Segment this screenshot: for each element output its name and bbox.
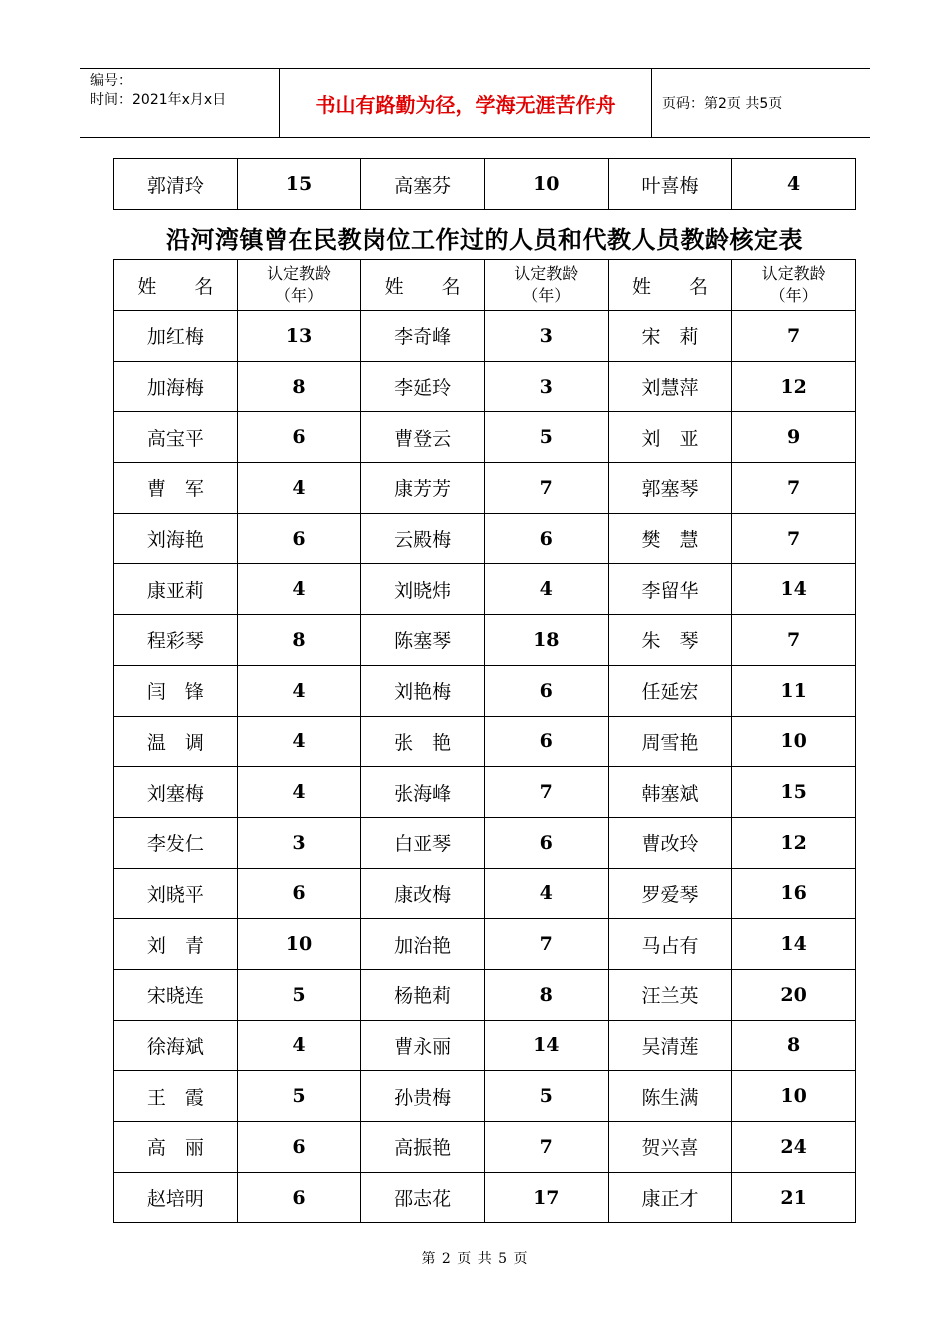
name-cell: 邵志花 xyxy=(361,1172,485,1223)
table-row xyxy=(114,513,856,564)
name-cell: 李留华 xyxy=(608,564,732,615)
name-cell: 赵培明 xyxy=(114,1172,238,1223)
age-cell: 12 xyxy=(732,361,856,412)
age-cell: 10 xyxy=(732,1071,856,1122)
name-cell: 刘晓炜 xyxy=(361,564,485,615)
age-cell: 7 xyxy=(732,513,856,564)
name-cell: 李延玲 xyxy=(361,361,485,412)
name-cell: 徐海斌 xyxy=(114,1020,238,1071)
age-cell: 7 xyxy=(484,767,608,818)
name-cell: 康亚莉 xyxy=(114,564,238,615)
age-cell: 17 xyxy=(484,1172,608,1223)
name-header: 姓 名 xyxy=(608,260,732,311)
age-header xyxy=(732,260,856,311)
name-cell: 程彩琴 xyxy=(114,615,238,666)
age-cell: 16 xyxy=(732,868,856,919)
name-cell: 张 艳 xyxy=(361,716,485,767)
age-cell: 7 xyxy=(732,615,856,666)
age-cell: 20 xyxy=(732,969,856,1020)
page-footer: 第 2 页 共 5 页 xyxy=(421,1251,529,1267)
name-cell: 朱 琴 xyxy=(608,615,732,666)
age-cell: 6 xyxy=(484,513,608,564)
name-cell: 汪兰英 xyxy=(608,969,732,1020)
age-cell: 14 xyxy=(484,1020,608,1071)
age-cell: 15 xyxy=(732,767,856,818)
name-cell: 王 霞 xyxy=(114,1071,238,1122)
age-cell: 10 xyxy=(732,716,856,767)
serial-label: 编号： xyxy=(90,73,132,89)
time-label: 时间：2021年x月x日 xyxy=(90,92,227,108)
header-meta xyxy=(80,69,280,137)
age-cell: 13 xyxy=(237,311,361,362)
name-cell: 高宝平 xyxy=(114,412,238,463)
age-cell: 5 xyxy=(484,412,608,463)
age-cell: 6 xyxy=(237,1122,361,1173)
name-cell: 马占有 xyxy=(608,919,732,970)
continuation-table xyxy=(113,158,856,210)
name-cell: 陈生满 xyxy=(608,1071,732,1122)
table-row xyxy=(114,361,856,412)
name-cell: 韩塞斌 xyxy=(608,767,732,818)
age-header-line2: （年） xyxy=(769,286,818,305)
name-cell: 刘慧萍 xyxy=(608,361,732,412)
name-cell: 郭清玲 xyxy=(114,159,238,210)
name-cell: 李发仁 xyxy=(114,817,238,868)
age-cell: 15 xyxy=(237,159,361,210)
name-cell: 刘晓平 xyxy=(114,868,238,919)
name-cell: 吴清莲 xyxy=(608,1020,732,1071)
age-cell: 7 xyxy=(484,463,608,514)
age-cell: 4 xyxy=(732,159,856,210)
name-cell: 曹 军 xyxy=(114,463,238,514)
name-cell: 刘海艳 xyxy=(114,513,238,564)
age-cell: 3 xyxy=(484,311,608,362)
age-cell: 4 xyxy=(484,564,608,615)
name-cell: 杨艳莉 xyxy=(361,969,485,1020)
table-title: 沿河湾镇曾在民教岗位工作过的人员和代教人员教龄核定表 xyxy=(166,225,803,254)
table-row xyxy=(114,1071,856,1122)
name-cell: 樊 慧 xyxy=(608,513,732,564)
age-cell: 6 xyxy=(484,817,608,868)
name-cell: 闫 锋 xyxy=(114,665,238,716)
name-cell: 刘 亚 xyxy=(608,412,732,463)
table-row xyxy=(114,1122,856,1173)
name-cell: 任延宏 xyxy=(608,665,732,716)
age-cell: 6 xyxy=(237,1172,361,1223)
name-cell: 康正才 xyxy=(608,1172,732,1223)
name-cell: 高塞芬 xyxy=(361,159,485,210)
age-cell: 6 xyxy=(484,716,608,767)
age-cell: 18 xyxy=(484,615,608,666)
age-cell: 8 xyxy=(484,969,608,1020)
age-cell: 6 xyxy=(237,513,361,564)
age-header-line1: 认定教龄 xyxy=(514,264,579,283)
table-row xyxy=(114,1020,856,1071)
age-cell: 6 xyxy=(237,868,361,919)
name-cell: 加红梅 xyxy=(114,311,238,362)
name-cell: 曹永丽 xyxy=(361,1020,485,1071)
age-cell: 7 xyxy=(732,311,856,362)
name-cell: 加海梅 xyxy=(114,361,238,412)
age-cell: 9 xyxy=(732,412,856,463)
name-cell: 康改梅 xyxy=(361,868,485,919)
table-row xyxy=(114,615,856,666)
table-row xyxy=(114,463,856,514)
age-cell: 4 xyxy=(237,564,361,615)
age-cell: 4 xyxy=(237,665,361,716)
table-row xyxy=(114,969,856,1020)
name-cell: 云殿梅 xyxy=(361,513,485,564)
age-cell: 12 xyxy=(732,817,856,868)
age-cell: 7 xyxy=(484,1122,608,1173)
age-cell: 5 xyxy=(237,1071,361,1122)
name-cell: 曹登云 xyxy=(361,412,485,463)
table-row xyxy=(114,665,856,716)
age-header-line2: （年） xyxy=(522,286,571,305)
age-cell: 11 xyxy=(732,665,856,716)
table-row xyxy=(114,767,856,818)
age-cell: 5 xyxy=(484,1071,608,1122)
age-cell: 8 xyxy=(237,361,361,412)
name-cell: 陈塞琴 xyxy=(361,615,485,666)
name-cell: 李奇峰 xyxy=(361,311,485,362)
name-cell: 罗爱琴 xyxy=(608,868,732,919)
age-cell: 14 xyxy=(732,919,856,970)
name-cell: 宋 莉 xyxy=(608,311,732,362)
age-cell: 4 xyxy=(237,716,361,767)
name-cell: 刘 青 xyxy=(114,919,238,970)
name-cell: 刘艳梅 xyxy=(361,665,485,716)
age-cell: 4 xyxy=(484,868,608,919)
page-header xyxy=(80,68,870,138)
age-cell: 7 xyxy=(732,463,856,514)
table-row xyxy=(114,564,856,615)
age-cell: 5 xyxy=(237,969,361,1020)
age-cell: 10 xyxy=(237,919,361,970)
age-header xyxy=(484,260,608,311)
table-row xyxy=(114,716,856,767)
name-cell: 康芳芳 xyxy=(361,463,485,514)
name-cell: 张海峰 xyxy=(361,767,485,818)
table-row xyxy=(114,868,856,919)
name-cell: 曹改玲 xyxy=(608,817,732,868)
age-header-line1: 认定教龄 xyxy=(266,264,331,283)
age-cell: 10 xyxy=(484,159,608,210)
name-cell: 加治艳 xyxy=(361,919,485,970)
age-cell: 8 xyxy=(732,1020,856,1071)
name-cell: 贺兴喜 xyxy=(608,1122,732,1173)
age-cell: 3 xyxy=(484,361,608,412)
age-cell: 14 xyxy=(732,564,856,615)
age-cell: 4 xyxy=(237,1020,361,1071)
age-cell: 4 xyxy=(237,767,361,818)
age-cell: 3 xyxy=(237,817,361,868)
table-header-row xyxy=(114,260,856,311)
name-cell: 宋晓连 xyxy=(114,969,238,1020)
table-row xyxy=(114,1172,856,1223)
age-header-line2: （年） xyxy=(274,286,323,305)
table-row xyxy=(114,159,856,210)
age-cell: 6 xyxy=(237,412,361,463)
age-cell: 24 xyxy=(732,1122,856,1173)
header-page-info: 页码：第2页 共5页 xyxy=(662,96,783,112)
name-cell: 叶喜梅 xyxy=(608,159,732,210)
age-header xyxy=(237,260,361,311)
age-cell: 21 xyxy=(732,1172,856,1223)
name-cell: 孙贵梅 xyxy=(361,1071,485,1122)
name-cell: 温 调 xyxy=(114,716,238,767)
teaching-age-table xyxy=(113,259,856,1223)
name-cell: 高 丽 xyxy=(114,1122,238,1173)
age-cell: 4 xyxy=(237,463,361,514)
age-header-line1: 认定教龄 xyxy=(761,264,826,283)
name-header: 姓 名 xyxy=(114,260,238,311)
table-row xyxy=(114,311,856,362)
name-cell: 白亚琴 xyxy=(361,817,485,868)
table-row xyxy=(114,919,856,970)
table-row xyxy=(114,412,856,463)
header-motto: 书山有路勤为径，学海无涯苦作舟 xyxy=(280,69,652,137)
name-cell: 周雪艳 xyxy=(608,716,732,767)
table-row xyxy=(114,817,856,868)
age-cell: 8 xyxy=(237,615,361,666)
name-cell: 刘塞梅 xyxy=(114,767,238,818)
age-cell: 6 xyxy=(484,665,608,716)
name-cell: 高振艳 xyxy=(361,1122,485,1173)
name-header: 姓 名 xyxy=(361,260,485,311)
name-cell: 郭塞琴 xyxy=(608,463,732,514)
age-cell: 7 xyxy=(484,919,608,970)
